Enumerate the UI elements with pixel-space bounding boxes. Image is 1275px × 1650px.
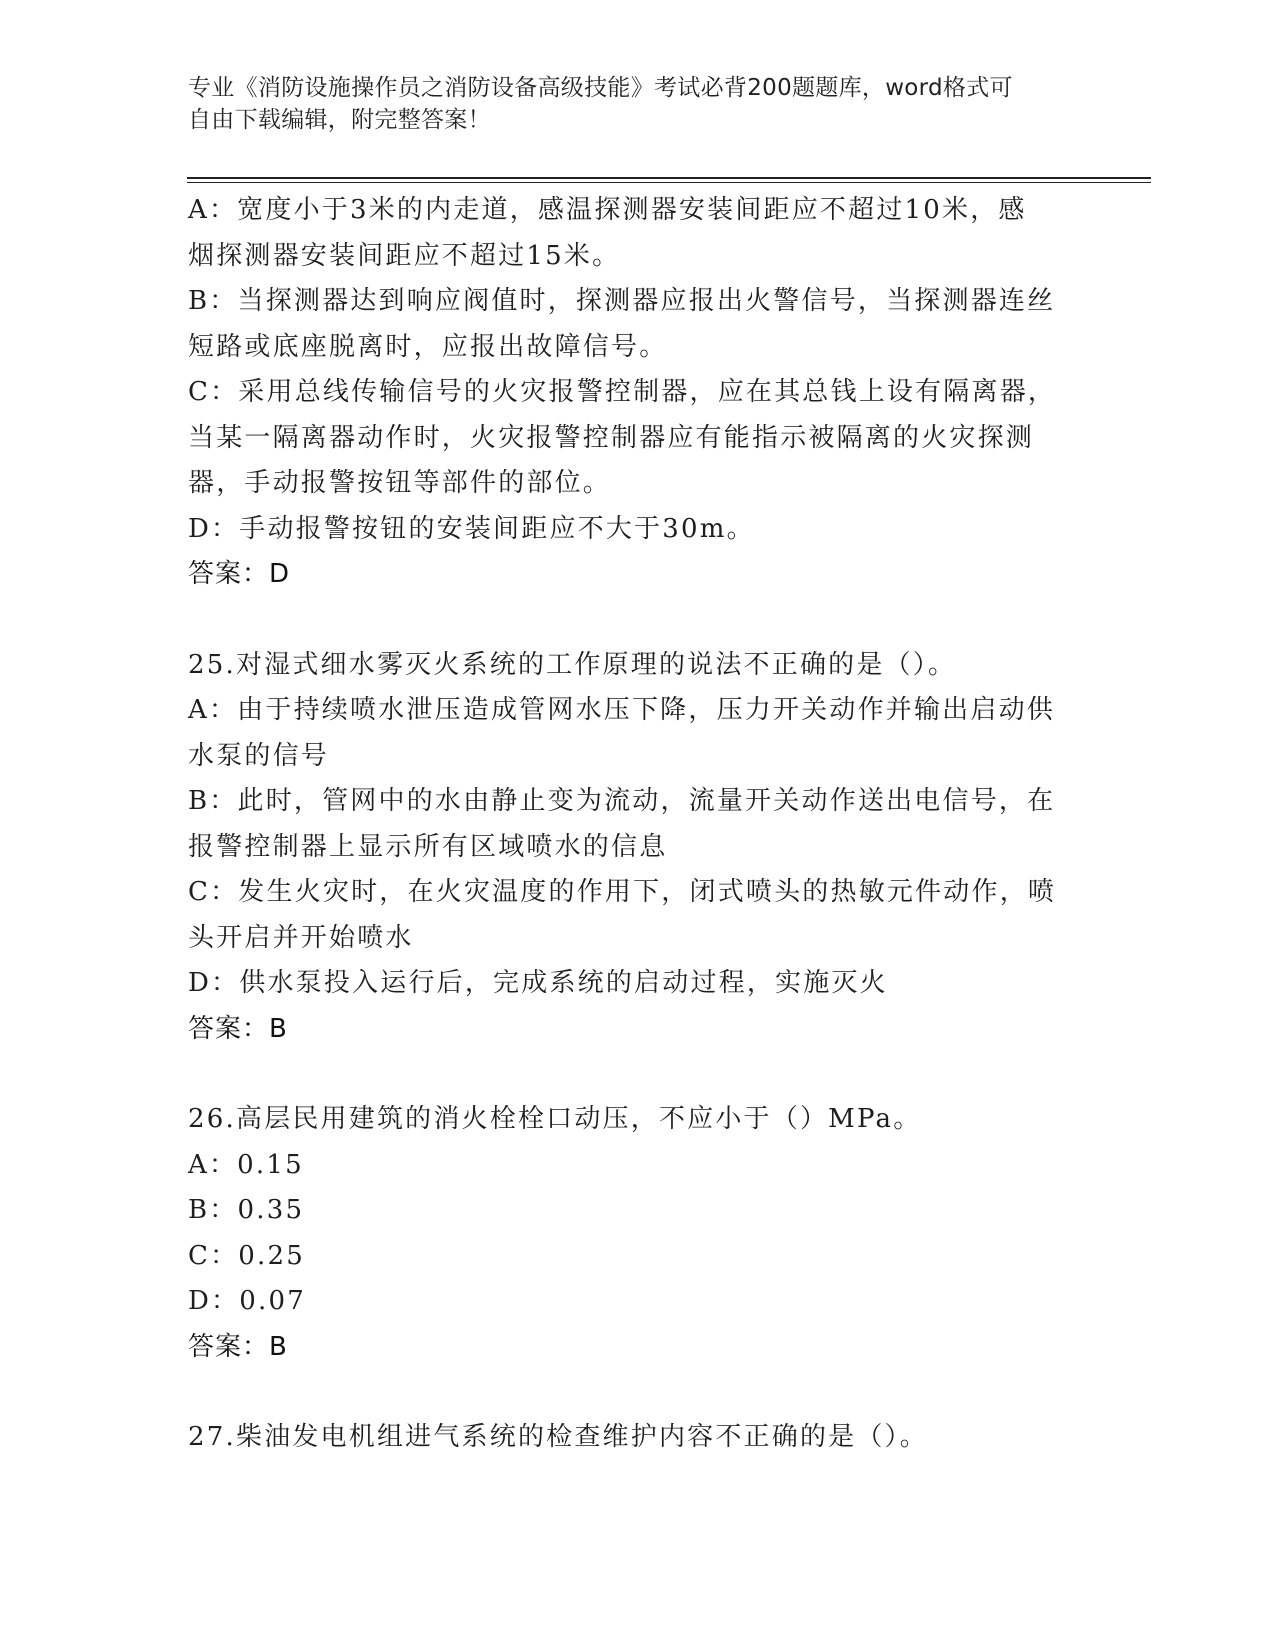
option-a-line-2: 烟探测器安装间距应不超过15米。 bbox=[188, 240, 621, 271]
option-d-line-1: D：供水泵投入运行后，完成系统的启动过程，实施灭火 bbox=[188, 968, 888, 998]
option-c-line-2: 当某一隔离器动作时，火灾报警控制器应有能指示被隔离的火灾探测 bbox=[188, 422, 1035, 453]
document-body bbox=[188, 188, 1088, 1461]
option-a-line-1: A：由于持续喷水泄压造成管网水压下降，压力开关动作并输出启动供 bbox=[188, 695, 1055, 725]
question-27 bbox=[188, 1415, 1088, 1461]
question-26 bbox=[188, 1097, 1088, 1370]
document-header bbox=[188, 72, 1068, 136]
header-line-2: 自由下载编辑，附完整答案！ bbox=[188, 107, 491, 133]
option-c-line-2: 头开启并开始喷水 bbox=[188, 922, 414, 953]
answer-25: 答案：B bbox=[188, 1013, 288, 1044]
spacer bbox=[188, 1052, 1088, 1097]
option-b: B：0.35 bbox=[188, 1195, 305, 1225]
option-d: D：0.07 bbox=[188, 1286, 306, 1316]
header-divider-thin bbox=[187, 182, 1151, 183]
option-a-line-1: A：宽度小于3米的内走道，感温探测器安装间距应不超过10米，感 bbox=[188, 195, 1027, 225]
option-c-line-1: C：采用总线传输信号的火灾报警控制器，应在其总钱上设有隔离器， bbox=[188, 377, 1057, 407]
option-c: C：0.25 bbox=[188, 1240, 305, 1271]
answer-26: 答案：B bbox=[188, 1331, 288, 1362]
spacer bbox=[188, 598, 1088, 643]
question-27-text: 27.柴油发电机组进气系统的检查维护内容不正确的是（）。 bbox=[188, 1422, 928, 1452]
question-26-text: 26.高层民用建筑的消火栓栓口动压，不应小于（）MPa。 bbox=[188, 1104, 922, 1134]
option-b-line-2: 报警控制器上显示所有区域喷水的信息 bbox=[188, 831, 668, 862]
option-b-line-1: B：此时，管网中的水由静止变为流动，流量开关动作送出电信号，在 bbox=[188, 786, 1056, 816]
option-d-line-1: D：手动报警按钮的安装间距应不大于30m。 bbox=[188, 513, 755, 544]
option-c-line-3: 器，手动报警按钮等部件的部位。 bbox=[188, 468, 612, 498]
option-b-line-1: B：当探测器达到响应阀值时，探测器应报出火警信号，当探测器连丝 bbox=[188, 286, 1056, 316]
answer-24: 答案：D bbox=[188, 559, 291, 589]
header-line-1: 专业《消防设施操作员之消防设备高级技能》考试必背200题题库，word格式可 bbox=[188, 75, 1013, 101]
option-b-line-2: 短路或底座脱离时，应报出故障信号。 bbox=[188, 331, 668, 362]
header-divider-thick bbox=[187, 177, 1151, 179]
question-24-options bbox=[188, 188, 1088, 598]
question-25 bbox=[188, 643, 1088, 1053]
option-a-line-2: 水泵的信号 bbox=[188, 740, 330, 771]
spacer bbox=[188, 1370, 1088, 1415]
question-25-text: 25.对湿式细水雾灭火系统的工作原理的说法不正确的是（）。 bbox=[188, 649, 957, 680]
option-c-line-1: C：发生火灾时，在火灾温度的作用下，闭式喷头的热敏元件动作，喷 bbox=[188, 877, 1057, 907]
option-a: A：0.15 bbox=[188, 1149, 304, 1180]
